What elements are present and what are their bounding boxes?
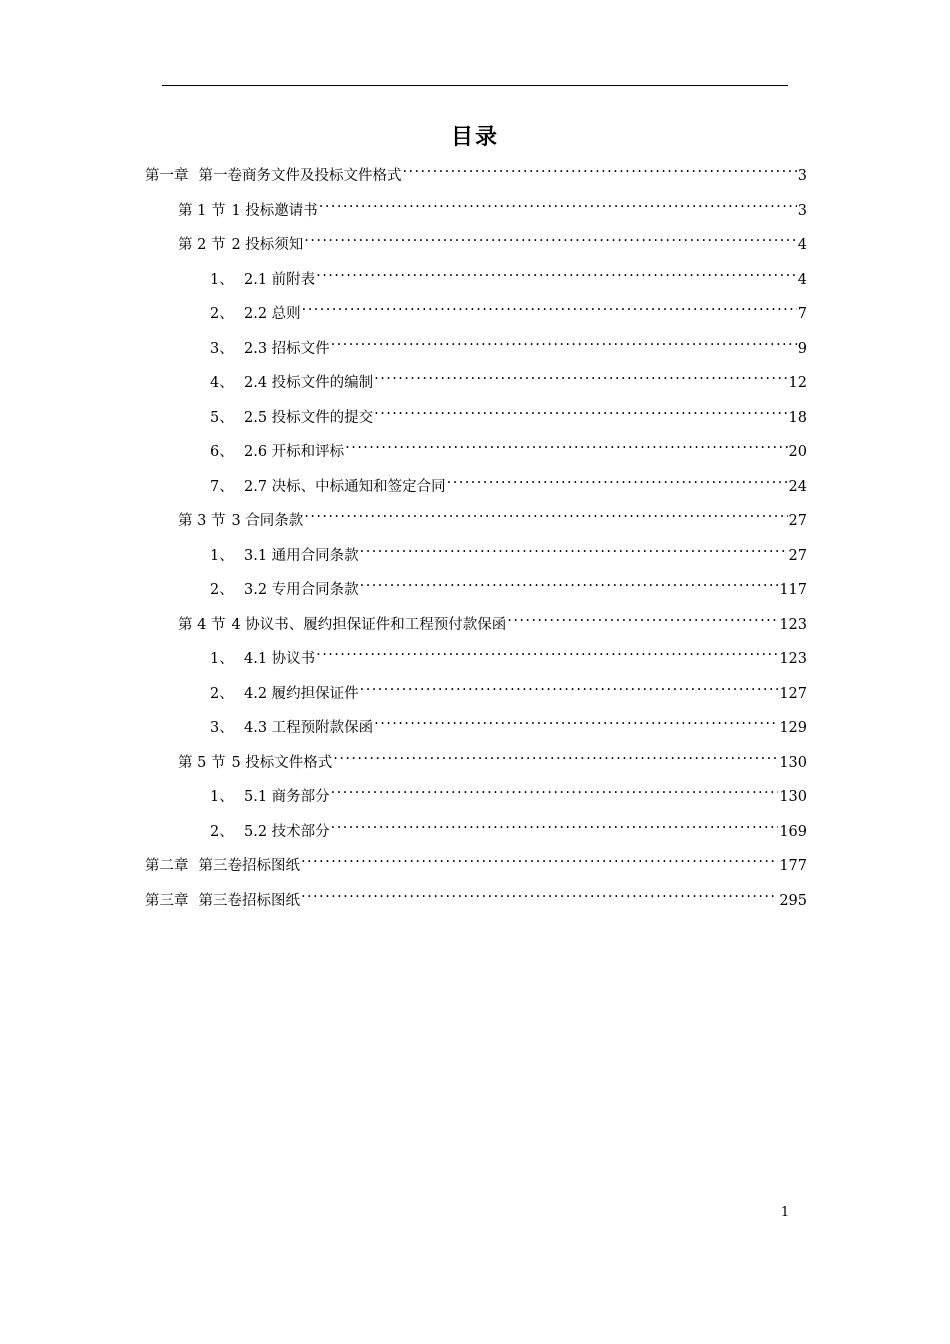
toc-entry-title: 2.4 投标文件的编制 (244, 375, 374, 391)
toc-entry-page: 12 (788, 375, 807, 391)
toc-entry-page: 177 (779, 858, 807, 874)
toc-entry-title: 第三卷招标图纸 (198, 858, 300, 874)
header-rule (162, 85, 788, 86)
toc-entry-title: 4.1 协议书 (244, 651, 316, 667)
toc-entry[interactable] (178, 743, 807, 771)
toc-leader-dots (360, 570, 779, 594)
toc-entry-number: 5、 (210, 410, 234, 426)
toc-entry[interactable] (210, 432, 807, 460)
page-number: 1 (780, 1205, 790, 1220)
toc-entry[interactable] (210, 260, 807, 288)
toc-entry[interactable] (210, 329, 807, 357)
toc-entry-page: 9 (797, 341, 807, 357)
toc-entry-page: 3 (797, 203, 807, 219)
toc-entry-page: 123 (779, 651, 807, 667)
toc-entry-title: 3.1 通用合同条款 (244, 548, 359, 564)
toc-leader-dots (374, 708, 778, 732)
toc-entry[interactable] (210, 777, 807, 805)
toc-entry[interactable] (210, 570, 807, 598)
toc-entry-title: 2 投标须知 (231, 237, 304, 253)
toc-entry-page: 130 (779, 789, 807, 805)
toc-entry-number: 2、 (210, 582, 234, 598)
toc-entry-number: 1、 (210, 651, 234, 667)
toc-entry[interactable] (178, 191, 807, 219)
toc-entry[interactable] (145, 846, 807, 874)
toc-entry-number: 第 5 节 (178, 755, 226, 771)
toc-entry[interactable] (210, 708, 807, 736)
toc-entry-number: 第一章 (145, 168, 189, 184)
toc-leader-dots (333, 743, 778, 767)
toc-entry-page: 129 (779, 720, 807, 736)
toc-entry[interactable] (145, 156, 807, 184)
toc-entry-title: 2.1 前附表 (244, 272, 316, 288)
toc-leader-dots (403, 156, 797, 180)
toc-entry-page: 7 (797, 306, 807, 322)
toc-entry-number: 1、 (210, 789, 234, 805)
toc-entry-title: 4.3 工程预附款保函 (244, 720, 374, 736)
toc-leader-dots (507, 605, 778, 629)
toc-entry-page: 4 (797, 272, 807, 288)
toc-title: 目录 (450, 125, 499, 150)
toc-entry[interactable] (210, 674, 807, 702)
toc-entry[interactable] (145, 881, 807, 909)
toc-entry[interactable] (178, 501, 807, 529)
toc-leader-dots (374, 363, 787, 387)
toc-entry-number: 3、 (210, 341, 234, 357)
toc-entry-page: 20 (788, 444, 807, 460)
toc-entry-number: 第二章 (145, 858, 189, 874)
toc-leader-dots (304, 501, 787, 525)
toc-leader-dots (374, 398, 787, 422)
toc-leader-dots (331, 812, 779, 836)
toc-entry[interactable] (178, 605, 807, 633)
toc-entry[interactable] (210, 536, 807, 564)
toc-entry-number: 7、 (210, 479, 234, 495)
toc-entry-title: 2.7 决标、中标通知和签定合同 (244, 479, 446, 495)
toc-leader-dots (447, 467, 788, 491)
toc-entry-page: 24 (788, 479, 807, 495)
toc-entry-page: 130 (779, 755, 807, 771)
toc-entry-title: 5.1 商务部分 (244, 789, 330, 805)
toc-entry[interactable] (210, 812, 807, 840)
toc-leader-dots (316, 260, 797, 284)
toc-leader-dots (301, 881, 778, 905)
toc-leader-dots (331, 777, 779, 801)
toc-entry-title: 4.2 履约担保证件 (244, 686, 359, 702)
toc-entry[interactable] (210, 398, 807, 426)
toc-leader-dots (331, 329, 797, 353)
toc-entry-title: 第三卷招标图纸 (198, 893, 300, 909)
toc-entry-page: 4 (797, 237, 807, 253)
toc-entry-page: 169 (779, 824, 807, 840)
toc-entry-page: 123 (779, 617, 807, 633)
toc-entry-page: 295 (779, 893, 807, 909)
toc-entry-number: 2、 (210, 306, 234, 322)
toc-entry-number: 2、 (210, 824, 234, 840)
toc-entry-page: 27 (788, 513, 807, 529)
toc-leader-dots (360, 536, 788, 560)
toc-entry-page: 127 (779, 686, 807, 702)
toc-entry-title: 2.2 总则 (244, 306, 301, 322)
toc-leader-dots (319, 191, 797, 215)
toc-entry[interactable] (178, 225, 807, 253)
toc-entry-number: 第 4 节 (178, 617, 226, 633)
toc-entry-title: 4 协议书、履约担保证件和工程预付款保函 (231, 617, 507, 633)
toc-entry-number: 2、 (210, 686, 234, 702)
toc-leader-dots (302, 294, 797, 318)
toc-entry-title: 1 投标邀请书 (231, 203, 318, 219)
toc-entry-number: 第 1 节 (178, 203, 226, 219)
toc-entry-title: 5.2 技术部分 (244, 824, 330, 840)
toc-entry-number: 1、 (210, 548, 234, 564)
toc-entry-number: 3、 (210, 720, 234, 736)
toc-entry-number: 4、 (210, 375, 234, 391)
toc-entry-title: 5 投标文件格式 (231, 755, 333, 771)
toc-entry-number: 6、 (210, 444, 234, 460)
toc-entry-title: 2.5 投标文件的提交 (244, 410, 374, 426)
toc-entry[interactable] (210, 363, 807, 391)
toc-entry-title: 3.2 专用合同条款 (244, 582, 359, 598)
toc-entry-page: 3 (797, 168, 807, 184)
toc-entry-number: 1、 (210, 272, 234, 288)
toc-entry-page: 18 (788, 410, 807, 426)
toc-entry-title: 第一卷商务文件及投标文件格式 (198, 168, 402, 184)
toc-entry-page: 117 (779, 582, 807, 598)
toc-leader-dots (345, 432, 787, 456)
toc-entry[interactable] (210, 467, 807, 495)
toc-entry-number: 第 2 节 (178, 237, 226, 253)
toc-leader-dots (301, 846, 778, 870)
toc-leader-dots (316, 639, 778, 663)
toc-entry-page: 27 (788, 548, 807, 564)
toc-entry-title: 3 合同条款 (231, 513, 304, 529)
toc-entry[interactable] (210, 294, 807, 322)
toc-entry-title: 2.6 开标和评标 (244, 444, 345, 460)
toc-leader-dots (360, 674, 779, 698)
toc-entry-title: 2.3 招标文件 (244, 341, 330, 357)
toc-entry-number: 第三章 (145, 893, 189, 909)
toc-entry-number: 第 3 节 (178, 513, 226, 529)
toc-entry[interactable] (210, 639, 807, 667)
toc-leader-dots (304, 225, 796, 249)
